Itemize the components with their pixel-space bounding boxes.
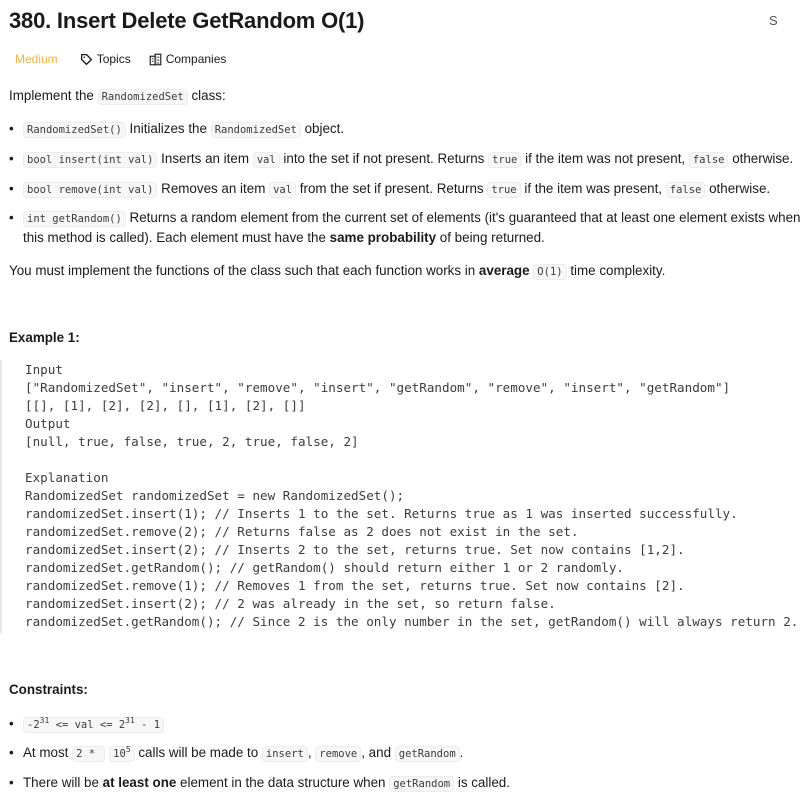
text: <= val <= 2 bbox=[49, 719, 126, 731]
bullet: • bbox=[9, 775, 14, 790]
bullet: • bbox=[9, 181, 14, 196]
topics-button[interactable] bbox=[80, 52, 131, 66]
inline-code bbox=[109, 746, 134, 762]
text: At most bbox=[23, 745, 73, 760]
explanation-line: randomizedSet.remove(2); // Returns false as 2 does not exist in the set. bbox=[25, 524, 579, 539]
text: is called. bbox=[454, 775, 510, 790]
text: -2 bbox=[27, 719, 40, 731]
input-line: [[], [1], [2], [2], [], [1], [2], []] bbox=[25, 398, 306, 413]
list-item bbox=[9, 119, 800, 139]
inline-code: RandomizedSet bbox=[98, 89, 188, 105]
building-icon bbox=[149, 53, 162, 66]
bullet: • bbox=[9, 716, 14, 731]
text: class: bbox=[187, 88, 226, 103]
text: Implement the bbox=[9, 88, 98, 103]
text: 10 bbox=[113, 748, 126, 760]
emphasis: at least one bbox=[102, 775, 177, 790]
text: . bbox=[459, 745, 464, 760]
bullet: • bbox=[9, 151, 14, 166]
avatar-initial[interactable]: S bbox=[769, 13, 778, 28]
inline-code: O(1) bbox=[533, 264, 566, 280]
explanation-line: randomizedSet.insert(2); // Inserts 2 to the set, returns true. Set now contains [1,2]. bbox=[25, 542, 685, 557]
explanation-label: Explanation bbox=[25, 470, 109, 485]
explanation-line: randomizedSet.remove(1); // Removes 1 from the set, returns true. Set now contains [2]. bbox=[25, 578, 685, 593]
emphasis: average bbox=[478, 263, 530, 278]
text: this method is called). Each element must have the bbox=[23, 230, 330, 245]
inline-code: true bbox=[487, 182, 520, 198]
input-line: ["RandomizedSet", "insert", "remove", "insert", "getRandom", "remove", "insert", "getRandom"] bbox=[25, 380, 731, 395]
tag-row bbox=[15, 52, 244, 66]
explanation-line: randomizedSet.getRandom(); // Since 2 is the only number in the set, getRandom() will always return 2. bbox=[25, 614, 799, 629]
inline-code: RandomizedSet bbox=[211, 122, 301, 138]
text: , bbox=[307, 745, 316, 760]
text: Initializes the bbox=[125, 121, 211, 136]
list-item bbox=[9, 179, 800, 199]
inline-code: int getRandom() bbox=[23, 211, 126, 227]
explanation-line: RandomizedSet randomizedSet = new RandomizedSet(); bbox=[25, 488, 405, 503]
text: Returns a random element from the current set of elements (it's guaranteed that at least one element exists when bbox=[125, 210, 800, 225]
explanation-line: randomizedSet.insert(2); // 2 was already in the set, so return false. bbox=[25, 596, 556, 611]
list-item bbox=[9, 149, 800, 169]
list-item bbox=[9, 208, 800, 248]
bullet: • bbox=[9, 745, 14, 760]
text: from the set if present. Returns bbox=[296, 181, 488, 196]
superscript: 31 bbox=[39, 716, 50, 725]
tag-icon bbox=[80, 53, 93, 66]
text: There will be bbox=[23, 775, 103, 790]
constraint-item bbox=[9, 743, 800, 763]
explanation-line: randomizedSet.getRandom(); // getRandom() should return either 1 or 2 randomly. bbox=[25, 560, 624, 575]
text: element in the data structure when bbox=[176, 775, 390, 790]
inline-code: false bbox=[689, 152, 729, 168]
text: time complexity. bbox=[566, 263, 666, 278]
superscript: 5 bbox=[125, 745, 131, 754]
complexity-paragraph bbox=[9, 261, 665, 282]
inline-code: getRandom bbox=[389, 776, 454, 792]
inline-code bbox=[23, 717, 164, 733]
problem-title: 380. Insert Delete GetRandom O(1) bbox=[9, 8, 365, 33]
inline-code: remove bbox=[315, 746, 361, 762]
companies-button[interactable] bbox=[149, 52, 227, 66]
text: if the item was not present, bbox=[521, 151, 689, 166]
text: otherwise. bbox=[705, 181, 771, 196]
topics-label: Topics bbox=[96, 52, 131, 66]
text: if the item was present, bbox=[520, 181, 666, 196]
example-block bbox=[0, 360, 799, 633]
text: calls will be made to bbox=[134, 745, 262, 760]
text: of being returned. bbox=[436, 230, 545, 245]
output-label: Output bbox=[25, 416, 71, 431]
companies-label: Companies bbox=[165, 52, 227, 66]
explanation-line: randomizedSet.insert(1); // Inserts 1 to the set. Returns true as 1 was inserted successfully. bbox=[25, 506, 738, 521]
inline-code: insert bbox=[262, 746, 308, 762]
superscript: 31 bbox=[125, 716, 135, 725]
input-label: Input bbox=[25, 362, 63, 377]
inline-code: bool insert(int val) bbox=[23, 152, 157, 168]
emphasis: same probability bbox=[329, 230, 437, 245]
text: , and bbox=[361, 745, 395, 760]
inline-code: getRandom bbox=[395, 746, 460, 762]
inline-code: 2 * bbox=[72, 746, 105, 762]
text: otherwise. bbox=[728, 151, 794, 166]
inline-code: bool remove(int val) bbox=[23, 182, 157, 198]
output-line: [null, true, false, true, 2, true, false, 2] bbox=[25, 434, 359, 449]
inline-code: val bbox=[269, 182, 296, 198]
text: into the set if not present. Returns bbox=[279, 151, 489, 166]
text: - 1 bbox=[134, 719, 161, 731]
text: You must implement the functions of the class such that each function works in bbox=[9, 263, 479, 278]
constraint-item bbox=[9, 714, 800, 734]
constraint-item bbox=[9, 773, 800, 793]
inline-code: RandomizedSet() bbox=[23, 122, 126, 138]
inline-code: true bbox=[488, 152, 521, 168]
inline-code: false bbox=[666, 182, 706, 198]
text: object. bbox=[300, 121, 345, 136]
constraints-heading: Constraints: bbox=[9, 682, 88, 697]
bullet: • bbox=[9, 121, 14, 136]
text: Removes an item bbox=[157, 181, 270, 196]
example-heading: Example 1: bbox=[9, 330, 80, 345]
inline-code: val bbox=[253, 152, 280, 168]
bullet: • bbox=[9, 210, 14, 225]
intro-paragraph bbox=[9, 86, 226, 107]
difficulty-badge: Medium bbox=[15, 52, 58, 66]
text: Inserts an item bbox=[157, 151, 253, 166]
